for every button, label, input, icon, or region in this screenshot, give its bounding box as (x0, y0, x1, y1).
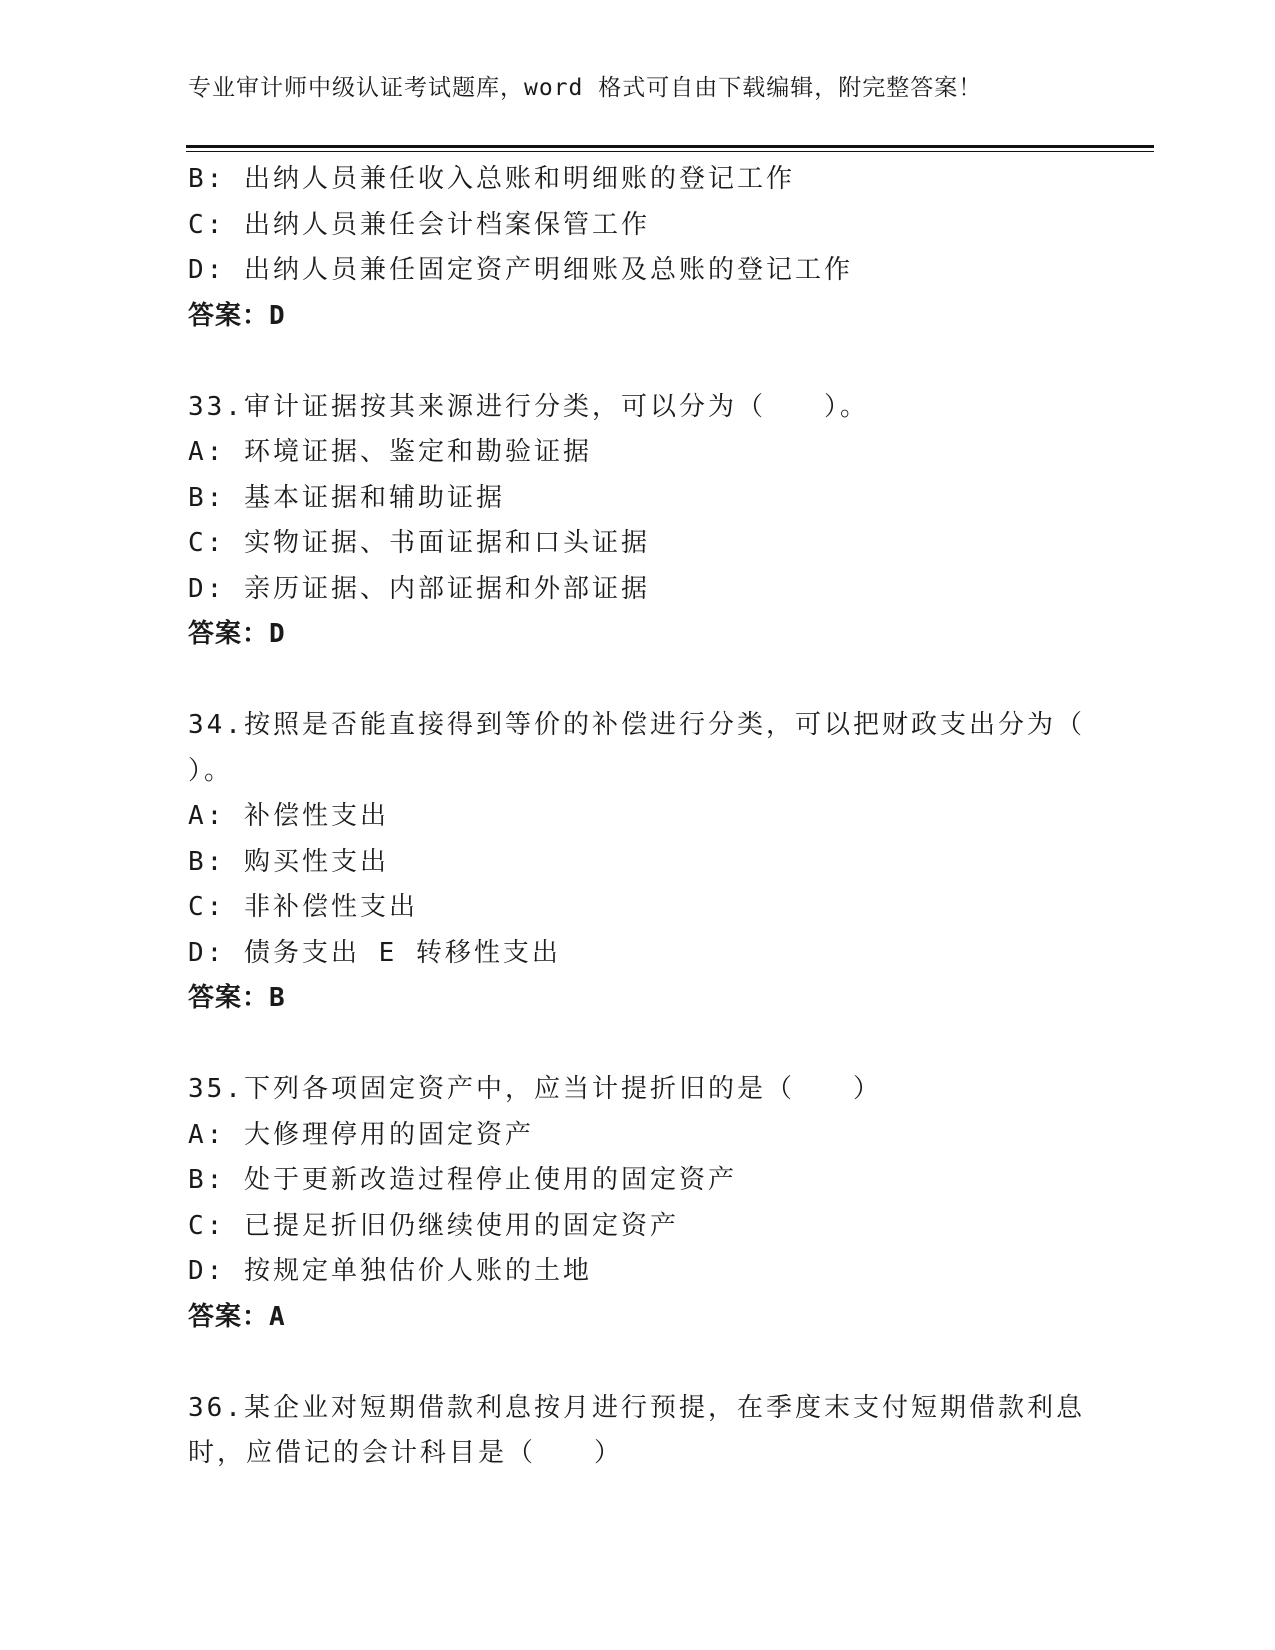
option-c: C: 出纳人员兼任会计档案保管工作 (188, 209, 650, 240)
option-b: B: 购买性支出 (188, 846, 389, 877)
answer: 答案：A (188, 1301, 286, 1332)
question-text-line-2: ）。 (188, 755, 234, 786)
option-b: B: 基本证据和辅助证据 (188, 482, 505, 513)
question-text: 35.下列各项固定资产中，应当计提折旧的是（ ） (188, 1074, 882, 1104)
question-34 (188, 703, 1088, 1022)
option-b: B: 出纳人员兼任收入总账和明细账的登记工作 (188, 164, 795, 194)
page-header: 专业审计师中级认证考试题库，word 格式可自由下载编辑，附完整答案！ (188, 75, 983, 101)
question-text-line-2: 时，应借记的会计科目是（ ） (188, 1438, 624, 1468)
question-text-line-1: 36.某企业对短期借款利息按月进行预提，在季度末支付短期借款利息 (188, 1392, 1085, 1423)
option-c: C: 非补偿性支出 (188, 892, 418, 922)
header-divider-thin (186, 151, 1154, 152)
option-a: A: 环境证据、鉴定和勘验证据 (188, 437, 592, 467)
question-35 (188, 1067, 1088, 1340)
spacer (188, 1022, 1088, 1068)
header-divider-thick (186, 145, 1154, 148)
question-text-line-1: 34.按照是否能直接得到等价的补偿进行分类，可以把财政支出分为（ (188, 710, 1085, 740)
question-33 (188, 385, 1088, 658)
option-c: C: 已提足折旧仍继续使用的固定资产 (188, 1210, 679, 1241)
option-c: C: 实物证据、书面证据和口头证据 (188, 528, 650, 558)
spacer (188, 658, 1088, 704)
option-a: A: 补偿性支出 (188, 801, 389, 831)
spacer (188, 339, 1088, 385)
option-d: D: 按规定单独估价人账的土地 (188, 1256, 592, 1286)
question-36 (188, 1386, 1088, 1477)
option-d: D: 亲历证据、内部证据和外部证据 (188, 573, 650, 604)
spacer (188, 1340, 1088, 1386)
answer: 答案：D (188, 619, 286, 649)
question-32 (188, 157, 1088, 339)
option-b: B: 处于更新改造过程停止使用的固定资产 (188, 1165, 737, 1195)
answer: 答案：D (188, 300, 286, 331)
question-text: 33.审计证据按其来源进行分类，可以分为（ ）。 (188, 391, 869, 422)
question-content (188, 157, 1088, 1477)
option-d: D: 债务支出 E 转移性支出 (188, 937, 561, 968)
option-d: D: 出纳人员兼任固定资产明细账及总账的登记工作 (188, 255, 853, 285)
answer: 答案：B (188, 983, 286, 1013)
option-a: A: 大修理停用的固定资产 (188, 1119, 534, 1150)
